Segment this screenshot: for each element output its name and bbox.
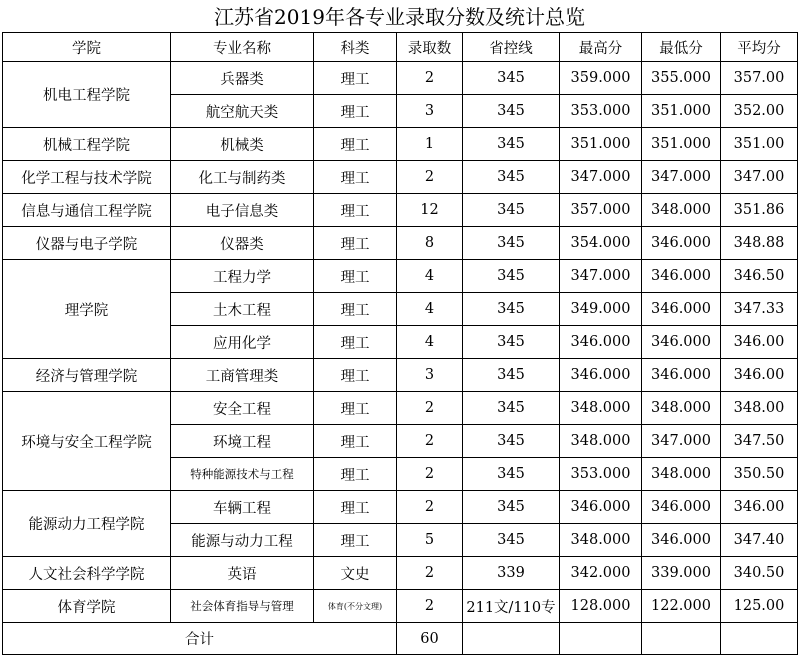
min-score-cell: 351.000 bbox=[642, 95, 721, 128]
header-row bbox=[3, 33, 798, 62]
control-line-cell: 345 bbox=[463, 392, 560, 425]
min-score-cell: 347.000 bbox=[642, 425, 721, 458]
min-score-cell: 346.000 bbox=[642, 326, 721, 359]
max-score-cell: 347.000 bbox=[560, 161, 642, 194]
max-score-cell: 346.000 bbox=[560, 491, 642, 524]
avg-score-cell: 352.00 bbox=[721, 95, 798, 128]
major-cell: 应用化学 bbox=[171, 326, 314, 359]
count-cell: 1 bbox=[397, 128, 463, 161]
empty-cell bbox=[560, 623, 642, 655]
major-cell: 车辆工程 bbox=[171, 491, 314, 524]
control-line-cell: 345 bbox=[463, 524, 560, 557]
table-row bbox=[3, 161, 798, 194]
count-cell: 2 bbox=[397, 458, 463, 491]
min-score-cell: 339.000 bbox=[642, 557, 721, 590]
min-score-cell: 348.000 bbox=[642, 458, 721, 491]
control-line-cell: 345 bbox=[463, 491, 560, 524]
control-line-cell: 345 bbox=[463, 161, 560, 194]
total-count: 60 bbox=[397, 623, 463, 655]
max-score-cell: 359.000 bbox=[560, 62, 642, 95]
max-score-cell: 346.000 bbox=[560, 326, 642, 359]
min-score-cell: 348.000 bbox=[642, 392, 721, 425]
table-body bbox=[3, 62, 798, 655]
table-row bbox=[3, 128, 798, 161]
max-score-cell: 128.000 bbox=[560, 590, 642, 623]
min-score-cell: 346.000 bbox=[642, 359, 721, 392]
max-score-cell: 353.000 bbox=[560, 458, 642, 491]
category-cell: 理工 bbox=[314, 128, 397, 161]
category-cell: 文史 bbox=[314, 557, 397, 590]
avg-score-cell: 340.50 bbox=[721, 557, 798, 590]
count-cell: 3 bbox=[397, 359, 463, 392]
college-cell: 体育学院 bbox=[3, 590, 171, 623]
table-title: 江苏省2019年各专业录取分数及统计总览 bbox=[214, 5, 585, 29]
count-cell: 5 bbox=[397, 524, 463, 557]
major-cell: 工商管理类 bbox=[171, 359, 314, 392]
control-line-cell: 345 bbox=[463, 227, 560, 260]
control-line-cell: 345 bbox=[463, 95, 560, 128]
min-score-cell: 347.000 bbox=[642, 161, 721, 194]
count-cell: 2 bbox=[397, 62, 463, 95]
count-cell: 4 bbox=[397, 326, 463, 359]
count-cell: 2 bbox=[397, 557, 463, 590]
avg-score-cell: 351.00 bbox=[721, 128, 798, 161]
college-cell: 理学院 bbox=[3, 260, 171, 359]
major-cell: 土木工程 bbox=[171, 293, 314, 326]
table-row bbox=[3, 359, 798, 392]
table-row bbox=[3, 194, 798, 227]
major-cell: 兵器类 bbox=[171, 62, 314, 95]
major-cell: 工程力学 bbox=[171, 260, 314, 293]
min-score-cell: 346.000 bbox=[642, 524, 721, 557]
major-cell: 机械类 bbox=[171, 128, 314, 161]
empty-cell bbox=[463, 623, 560, 655]
category-cell: 理工 bbox=[314, 392, 397, 425]
header-min-score: 最低分 bbox=[642, 33, 721, 62]
count-cell: 2 bbox=[397, 392, 463, 425]
min-score-cell: 348.000 bbox=[642, 194, 721, 227]
avg-score-cell: 347.50 bbox=[721, 425, 798, 458]
avg-score-cell: 346.50 bbox=[721, 260, 798, 293]
count-cell: 12 bbox=[397, 194, 463, 227]
header-major: 专业名称 bbox=[171, 33, 314, 62]
college-cell: 机电工程学院 bbox=[3, 62, 171, 128]
college-cell: 经济与管理学院 bbox=[3, 359, 171, 392]
empty-cell bbox=[721, 623, 798, 655]
major-cell: 英语 bbox=[171, 557, 314, 590]
avg-score-cell: 346.00 bbox=[721, 359, 798, 392]
control-line-cell: 345 bbox=[463, 293, 560, 326]
major-cell: 社会体育指导与管理 bbox=[171, 590, 314, 623]
max-score-cell: 357.000 bbox=[560, 194, 642, 227]
avg-score-cell: 350.50 bbox=[721, 458, 798, 491]
min-score-cell: 351.000 bbox=[642, 128, 721, 161]
avg-score-cell: 125.00 bbox=[721, 590, 798, 623]
college-cell: 化学工程与技术学院 bbox=[3, 161, 171, 194]
table-row bbox=[3, 392, 798, 425]
avg-score-cell: 351.86 bbox=[721, 194, 798, 227]
header-avg-score: 平均分 bbox=[721, 33, 798, 62]
table-row bbox=[3, 491, 798, 524]
min-score-cell: 355.000 bbox=[642, 62, 721, 95]
count-cell: 2 bbox=[397, 590, 463, 623]
table-row bbox=[3, 557, 798, 590]
college-cell: 机械工程学院 bbox=[3, 128, 171, 161]
major-cell: 航空航天类 bbox=[171, 95, 314, 128]
min-score-cell: 346.000 bbox=[642, 260, 721, 293]
count-cell: 4 bbox=[397, 260, 463, 293]
header-control-line: 省控线 bbox=[463, 33, 560, 62]
college-cell: 信息与通信工程学院 bbox=[3, 194, 171, 227]
empty-cell bbox=[642, 623, 721, 655]
control-line-cell: 345 bbox=[463, 62, 560, 95]
avg-score-cell: 347.33 bbox=[721, 293, 798, 326]
category-cell: 理工 bbox=[314, 491, 397, 524]
min-score-cell: 346.000 bbox=[642, 293, 721, 326]
min-score-cell: 346.000 bbox=[642, 227, 721, 260]
avg-score-cell: 347.40 bbox=[721, 524, 798, 557]
major-cell: 化工与制药类 bbox=[171, 161, 314, 194]
category-cell: 理工 bbox=[314, 227, 397, 260]
category-cell: 理工 bbox=[314, 458, 397, 491]
max-score-cell: 353.000 bbox=[560, 95, 642, 128]
category-cell: 理工 bbox=[314, 359, 397, 392]
control-line-cell: 211文/110专 bbox=[463, 590, 560, 623]
table-row bbox=[3, 62, 798, 95]
avg-score-cell: 348.88 bbox=[721, 227, 798, 260]
control-line-cell: 345 bbox=[463, 194, 560, 227]
college-cell: 仪器与电子学院 bbox=[3, 227, 171, 260]
category-cell: 理工 bbox=[314, 425, 397, 458]
header-max-score: 最高分 bbox=[560, 33, 642, 62]
count-cell: 2 bbox=[397, 491, 463, 524]
total-label: 合计 bbox=[3, 623, 397, 655]
category-cell: 理工 bbox=[314, 62, 397, 95]
admission-table bbox=[2, 32, 798, 655]
header-count: 录取数 bbox=[397, 33, 463, 62]
control-line-cell: 345 bbox=[463, 128, 560, 161]
max-score-cell: 348.000 bbox=[560, 392, 642, 425]
avg-score-cell: 357.00 bbox=[721, 62, 798, 95]
control-line-cell: 345 bbox=[463, 425, 560, 458]
category-cell: 理工 bbox=[314, 293, 397, 326]
control-line-cell: 345 bbox=[463, 260, 560, 293]
college-cell: 人文社会科学学院 bbox=[3, 557, 171, 590]
max-score-cell: 354.000 bbox=[560, 227, 642, 260]
category-cell: 理工 bbox=[314, 326, 397, 359]
max-score-cell: 346.000 bbox=[560, 359, 642, 392]
avg-score-cell: 346.00 bbox=[721, 326, 798, 359]
count-cell: 2 bbox=[397, 425, 463, 458]
major-cell: 特种能源技术与工程 bbox=[171, 458, 314, 491]
control-line-cell: 345 bbox=[463, 359, 560, 392]
header-category: 科类 bbox=[314, 33, 397, 62]
total-row bbox=[3, 623, 798, 655]
count-cell: 3 bbox=[397, 95, 463, 128]
max-score-cell: 351.000 bbox=[560, 128, 642, 161]
max-score-cell: 347.000 bbox=[560, 260, 642, 293]
major-cell: 安全工程 bbox=[171, 392, 314, 425]
category-cell: 理工 bbox=[314, 194, 397, 227]
control-line-cell: 339 bbox=[463, 557, 560, 590]
major-cell: 仪器类 bbox=[171, 227, 314, 260]
min-score-cell: 346.000 bbox=[642, 491, 721, 524]
category-cell: 理工 bbox=[314, 161, 397, 194]
category-cell: 理工 bbox=[314, 524, 397, 557]
header-college: 学院 bbox=[3, 33, 171, 62]
control-line-cell: 345 bbox=[463, 458, 560, 491]
major-cell: 环境工程 bbox=[171, 425, 314, 458]
table-row bbox=[3, 590, 798, 623]
major-cell: 电子信息类 bbox=[171, 194, 314, 227]
avg-score-cell: 346.00 bbox=[721, 491, 798, 524]
max-score-cell: 349.000 bbox=[560, 293, 642, 326]
major-cell: 能源与动力工程 bbox=[171, 524, 314, 557]
table-row bbox=[3, 227, 798, 260]
category-cell: 理工 bbox=[314, 95, 397, 128]
category-cell: 体育(不分文理) bbox=[314, 590, 397, 623]
max-score-cell: 348.000 bbox=[560, 425, 642, 458]
table-row bbox=[3, 260, 798, 293]
min-score-cell: 122.000 bbox=[642, 590, 721, 623]
count-cell: 2 bbox=[397, 161, 463, 194]
college-cell: 环境与安全工程学院 bbox=[3, 392, 171, 491]
control-line-cell: 345 bbox=[463, 326, 560, 359]
avg-score-cell: 348.00 bbox=[721, 392, 798, 425]
avg-score-cell: 347.00 bbox=[721, 161, 798, 194]
max-score-cell: 342.000 bbox=[560, 557, 642, 590]
count-cell: 8 bbox=[397, 227, 463, 260]
count-cell: 4 bbox=[397, 293, 463, 326]
category-cell: 理工 bbox=[314, 260, 397, 293]
college-cell: 能源动力工程学院 bbox=[3, 491, 171, 557]
max-score-cell: 348.000 bbox=[560, 524, 642, 557]
